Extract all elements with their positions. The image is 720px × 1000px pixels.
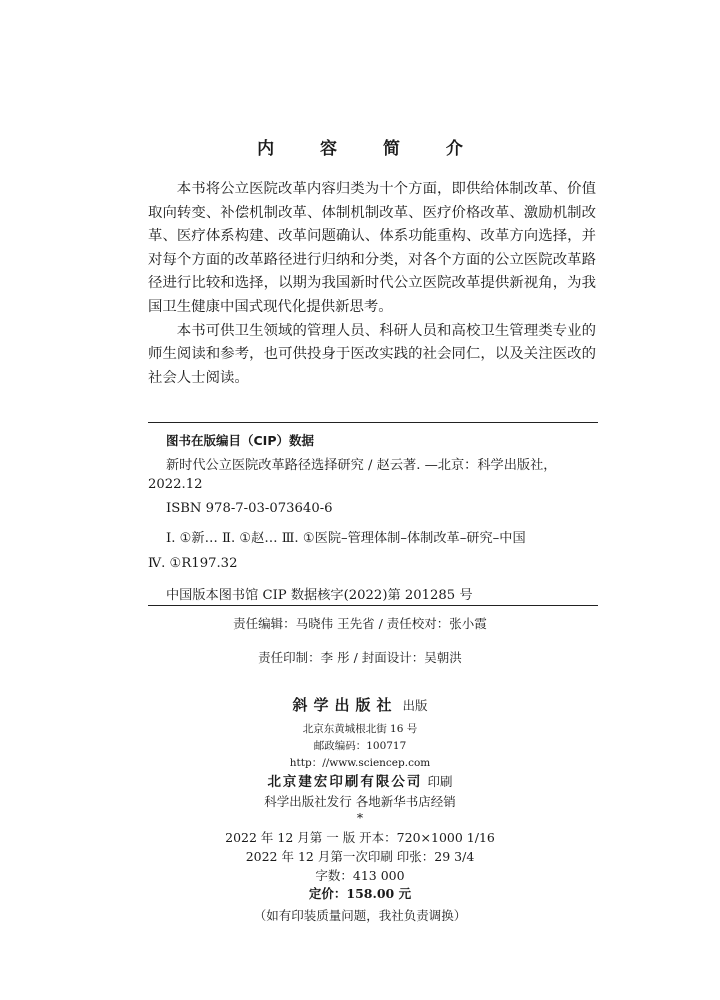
publisher-line [0, 694, 720, 715]
summary-paragraph-2: 本书可供卫生领域的管理人员、科研人员和高校卫生管理类专业的师生阅读和参考，也可供投身于医改实践的社会同仁，以及关注医改的社会人士阅读。 [148, 322, 596, 386]
publisher-address: 北京东黄城根北街 16 号 [302, 723, 418, 735]
cip-title-line: 新时代公立医院改革路径选择研究 / 赵云著. —北京：科学出版社， [166, 458, 557, 473]
publisher-website: http：//www.sciencep.com [289, 757, 431, 769]
cip-heading: 图书在版编目（CIP）数据 [166, 433, 314, 448]
credits-production: 责任印制：李 彤 / 封面设计：吴朝洪 [258, 650, 462, 665]
printing-info: 2022 年 12 月第一次印刷 印张：29 3/4 [245, 849, 475, 864]
printer-name: 北京建宏印刷有限公司 [267, 774, 423, 790]
printer-role: 印刷 [427, 774, 453, 789]
price: 定价：158.00 元 [308, 886, 412, 901]
summary-body [148, 178, 596, 390]
cip-classes-1: Ⅰ. ①新… Ⅱ. ①赵… Ⅲ. ①医院–管理体制–体制改革–研究–中国 [166, 531, 526, 546]
cip-top-rule [148, 422, 598, 423]
summary-title: 内 容 简 介 [257, 139, 483, 159]
cip-date: 2022.12 [148, 477, 203, 492]
cip-classes-2: Ⅳ. ①R197.32 [148, 556, 238, 571]
printer-line [0, 770, 720, 790]
publisher-role: 出版 [402, 698, 428, 713]
edition-info: 2022 年 12 月第 一 版 开本：720×1000 1/16 [225, 830, 495, 845]
distribution: 科学出版社发行 各地新华书店经销 [264, 794, 456, 809]
credits-editors: 责任编辑：马晓伟 王先省 / 责任校对：张小霞 [233, 616, 487, 631]
word-count: 字数：413 000 [315, 868, 405, 883]
quality-notice: （如有印装质量问题，我社负责调换） [253, 908, 467, 923]
separator-star: * [356, 810, 364, 825]
cip-isbn: ISBN 978-7-03-073640-6 [166, 501, 333, 516]
cip-record: 中国版本图书馆 CIP 数据核字(2022)第 201285 号 [166, 588, 473, 603]
cip-bottom-rule [148, 605, 598, 606]
summary-paragraph-1: 本书将公立医院改革内容归类为十个方面，即供给体制改革、价值取向转变、补偿机制改革、体制机制改革、医疗价格改革、激励机制改革、医疗体系构建、改革问题确认、体系功能重构、改革方向选择，并对每个方面的改革路径进行归纳和分类，对各个方面的公立医院改革路径进行比较和选择，以期为我国新时代公立医院改革提供新视角，为我国卫生健康中国式现代化提供新思考。 [148, 181, 596, 315]
publisher-name: 斜学出版社 [292, 696, 398, 714]
publisher-postcode: 邮政编码：100717 [313, 740, 407, 752]
